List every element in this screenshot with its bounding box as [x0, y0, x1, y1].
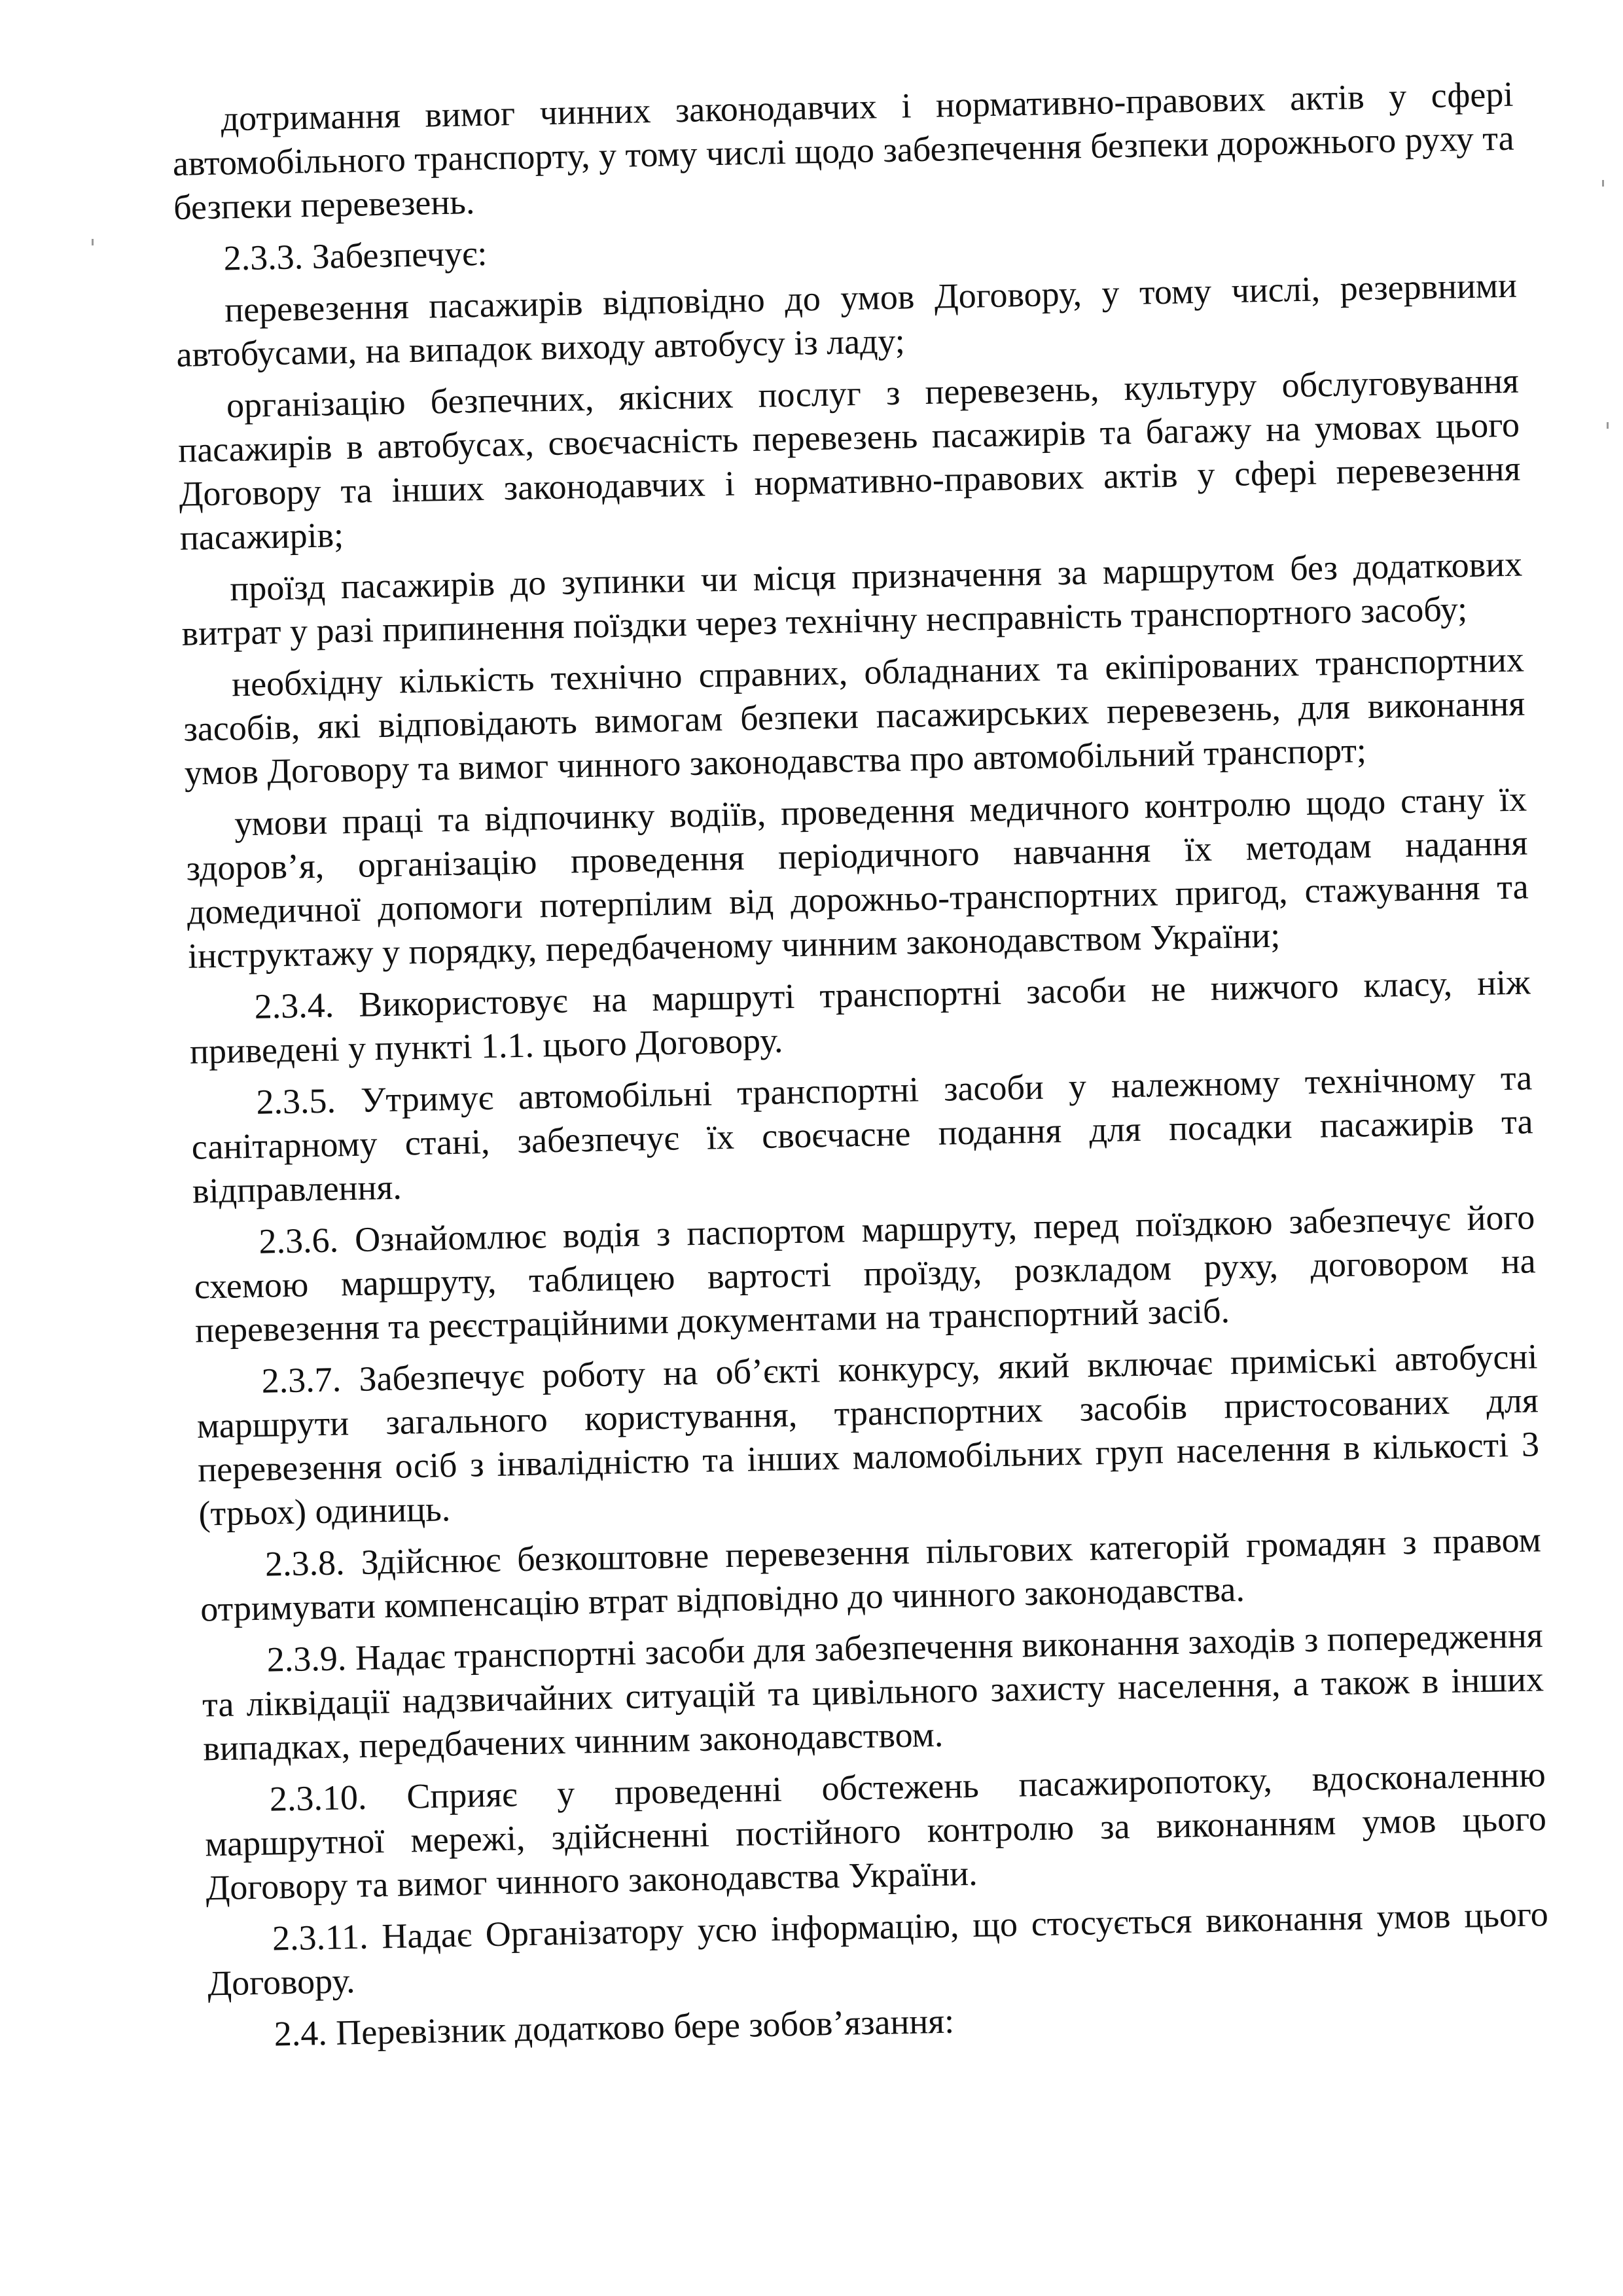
clause-2-3-4: 2.3.4. Використовує на маршруті транспортні засоби не нижчого класу, ніж приведені у пункті 1.1. цього Договору.: [189, 962, 1531, 1071]
clause-2-3-7: 2.3.7. Забезпечує роботу на об’єкті конкурсу, який включає приміські автобусні маршрути загального користування, транспортних засобів пристосованих для перевезення осіб з інвалідністю та інших маломобільних груп населення в кількості 3 (трьох) одиниць.: [196, 1336, 1540, 1534]
clause-2-3-3-heading: 2.3.3. Забезпечує:: [223, 233, 488, 278]
clause-2-3-10: 2.3.10. Сприяє у проведенні обстежень пасажиропотоку, вдосконаленню маршрутної мережі, здійсненні постійного контролю за виконанням умов цього Договору та вимог чинного законодавства України.: [204, 1755, 1547, 1908]
clause-2-4: 2.4. Перевізник додатково бере зобов’язання:: [274, 2001, 955, 2054]
clause-2-3-11: 2.3.11. Надає Організатору усю інформацію, що стосується виконання умов цього Договору.: [207, 1894, 1549, 2003]
clause-2-3-3-item: необхідну кількість технічно справних, обладнаних та екіпірованих транспортних засобів, які відповідають вимогам безпеки пасажирських перевезень, для виконання умов Договору та вимог чинного законодавства про автомобільний транспорт;: [183, 639, 1525, 793]
paragraph-intro: дотримання вимог чинних законодавчих і нормативно-правових актів у сфері автомобільного транспорту, у тому числі щодо забезпечення безпеки дорожнього руху та безпеки перевезень.: [172, 74, 1515, 227]
clause-2-3-8: 2.3.8. Здійснює безкоштовне перевезення пільгових категорій громадян з правом отримувати компенсацію втрат відповідно до чинного законодавства.: [200, 1520, 1542, 1629]
scan-speck: [1602, 180, 1604, 187]
document-body: [171, 73, 1550, 2058]
scan-speck: [92, 239, 94, 245]
clause-2-3-6: 2.3.6. Ознайомлює водія з паспортом маршруту, перед поїздкою забезпечує його схемою маршруту, таблицею вартості проїзду, розкладом руху, договором на перевезення та реєстраційними документами на транспортний засіб.: [194, 1197, 1537, 1350]
clause-2-3-5: 2.3.5. Утримує автомобільні транспортні засоби у належному технічному та санітарному стані, забезпечує їх своєчасне подання для посадки пасажирів та відправлення.: [191, 1058, 1533, 1211]
clause-2-3-3-item: перевезення пасажирів відповідно до умов Договору, у тому числі, резервними автобусами, на випадок виходу автобусу із ладу;: [175, 265, 1518, 374]
scan-speck: [1607, 422, 1609, 429]
clause-2-3-3-item: організацію безпечних, якісних послуг з перевезень, культуру обслуговування пасажирів в автобусах, своєчасність перевезень пасажирів та багажу на умовах цього Договору та інших законодавчих і нормативно-правових актів у сфері перевезення пасажирів;: [177, 361, 1521, 558]
clause-2-3-9: 2.3.9. Надає транспортні засоби для забезпечення виконання заходів з попередження та ліквідації надзвичайних ситуацій та цивільного захисту населення, а також в інших випадках, передбачених чинним законодавством.: [202, 1615, 1544, 1768]
clause-2-3-3-item: проїзд пасажирів до зупинки чи місця призначення за маршрутом без додаткових витрат у разі припинення поїздки через технічну несправність транспортного засобу;: [181, 544, 1523, 653]
clause-2-3-3-item: умови праці та відпочинку водіїв, проведення медичного контролю щодо стану їх здоров’я, організацію проведення періодичного навчання їх методам надання домедичної допомоги потерпілим від дорожньо-транспортних пригод, стажування та інструктажу у порядку, передбаченому чинним законодавством України;: [186, 779, 1529, 976]
